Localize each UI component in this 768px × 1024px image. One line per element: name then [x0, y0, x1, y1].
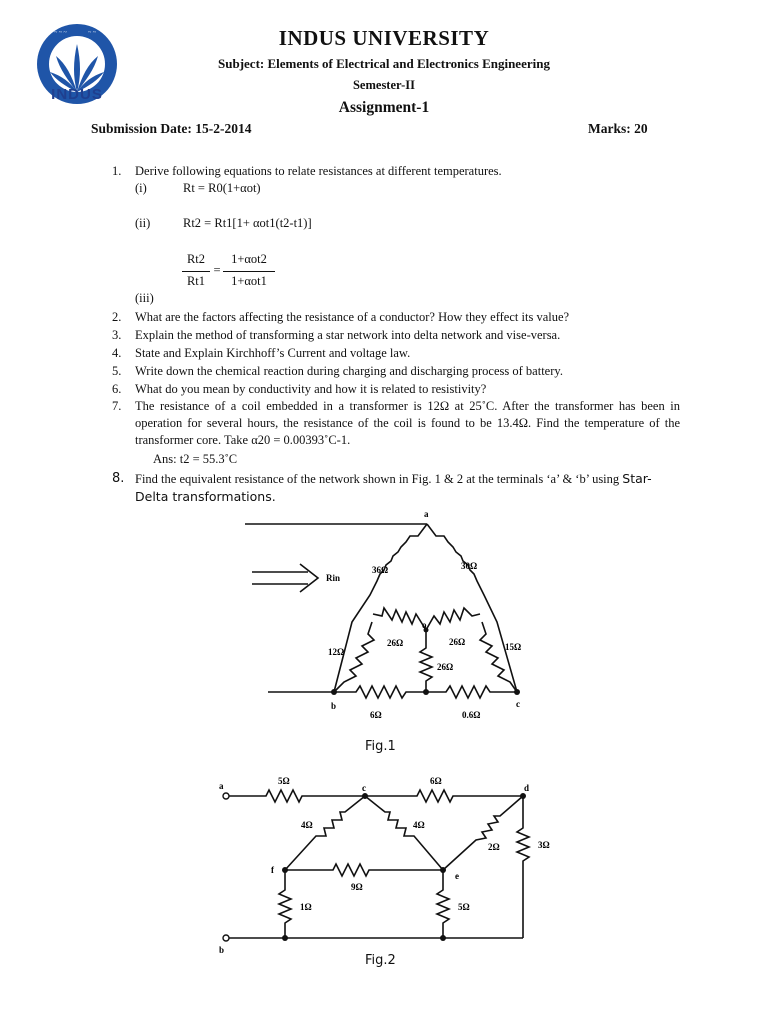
node-d-label: d: [524, 783, 530, 793]
question-7: [112, 398, 682, 452]
resistor-label: 0.6Ω: [462, 710, 481, 720]
resistor-label: 6Ω: [430, 776, 442, 786]
question-text: Derive following equations to relate resistances at different temperatures.: [135, 164, 502, 178]
node-b-label: b: [331, 701, 337, 711]
question-text: Write down the chemical reaction during charging and discharging process of battery.: [135, 364, 563, 378]
university-title: INDUS UNIVERSITY: [278, 26, 490, 50]
resistor-label: 6Ω: [370, 710, 382, 720]
fraction-right-numerator: 1+αot2: [231, 252, 267, 266]
question-4: [112, 345, 682, 363]
node-a-label: a: [424, 509, 429, 519]
subject-line: Subject: Elements of Electrical and Electronics Engineering: [218, 56, 550, 71]
resistor-label: 36Ω: [372, 565, 389, 575]
node-b-label: b: [219, 945, 225, 955]
assignment-title: Assignment-1: [338, 99, 430, 116]
fraction-left-denominator: Rt1: [186, 274, 206, 288]
question-number: 2.: [112, 310, 122, 324]
question-6: [112, 381, 682, 399]
node-o-label: o: [422, 620, 427, 630]
resistor-label: 1Ω: [300, 902, 312, 912]
question-text-body: Find the equivalent resistance of the network shown in Fig. 1 & 2 at the terminals ‘a’ & ‘b’ using: [135, 472, 623, 486]
resistor-label: 3Ω: [538, 840, 550, 850]
q1-part-i-label: (i): [135, 181, 147, 195]
question-text: [135, 470, 680, 506]
question-text: State and Explain Kirchhoff’s Current and voltage law.: [135, 346, 411, 360]
submission-date: Submission Date: 15-2-2014: [91, 121, 252, 136]
question-text: What are the factors affecting the resistance of a conductor? How they effect its value?: [135, 310, 570, 324]
logo-text: INDUS: [51, 86, 103, 103]
node-e-label: e: [455, 871, 459, 881]
marks: Marks: 20: [588, 121, 648, 136]
question-number: 6.: [112, 382, 122, 396]
question-number: 7.: [112, 399, 122, 413]
question-text: The resistance of a coil embedded in a transformer is 12Ω at 25˚C. After the transformer has been in operation for several hours, the resistance of the coil is found to be 13.4Ω. Find the temperature of the transformer core. Take α20 = 0.00393˚C-1.: [135, 399, 680, 447]
resistor-label: 5Ω: [458, 902, 470, 912]
node-c-label: c: [362, 783, 366, 793]
question-5: [112, 363, 682, 381]
fraction-bar: [182, 271, 210, 272]
resistor-label: 26Ω: [437, 662, 454, 672]
q7-answer: Ans: t2 = 55.3˚C: [153, 452, 238, 466]
node-c-label: c: [516, 699, 520, 709]
resistor-label: 15Ω: [505, 642, 522, 652]
node-a-label: a: [219, 781, 224, 791]
question-8: [112, 470, 682, 506]
resistor-label: 12Ω: [328, 647, 345, 657]
question-number: 8.: [112, 471, 125, 486]
resistor-label: 26Ω: [387, 638, 404, 648]
q1-part-iii-label: (iii): [135, 291, 154, 305]
resistor-label: 4Ω: [301, 820, 313, 830]
figure-1-caption: Fig.1: [365, 739, 396, 754]
question-text: What do you mean by conductivity and how it is related to resistivity?: [135, 382, 487, 396]
fraction-right-denominator: 1+αot1: [231, 274, 267, 288]
question-number: 5.: [112, 364, 122, 378]
svg-text:~ ~: ~ ~: [88, 30, 96, 36]
question-text-emphasis: Star-Delta transformations.: [135, 471, 652, 504]
q1-fraction-equation: [182, 252, 282, 292]
figure-2-caption: Fig.2: [365, 953, 396, 968]
svg-text:~ ~ ~: ~ ~ ~: [54, 30, 67, 36]
question-number: 3.: [112, 328, 122, 342]
fraction-equals: =: [213, 263, 221, 277]
resistor-label: 4Ω: [413, 820, 425, 830]
resistor-label: 2Ω: [488, 842, 500, 852]
semester-line: Semester-II: [352, 78, 415, 92]
question-number: 4.: [112, 346, 122, 360]
fraction-bar: [223, 271, 275, 272]
figure-1-circuit: [245, 505, 545, 725]
resistor-label: 9Ω: [351, 882, 363, 892]
figure-2-circuit: [210, 775, 560, 955]
resistor-label: 5Ω: [278, 776, 290, 786]
resistor-label: 30Ω: [461, 561, 478, 571]
rin-label: Rin: [326, 573, 341, 583]
rin-arrow: [252, 564, 318, 592]
resistor-label: 26Ω: [449, 637, 466, 647]
q1-part-ii-label: (ii): [135, 216, 151, 230]
q1-part-i-equation: Rt = R0(1+αot): [183, 181, 261, 195]
question-text: Explain the method of transforming a star network into delta network and vise-versa.: [135, 328, 561, 342]
fraction-left-numerator: Rt2: [186, 252, 206, 266]
q1-part-ii-equation: Rt2 = Rt1[1+ αot1(t2-t1)]: [183, 216, 312, 230]
question-3: [112, 327, 682, 345]
question-2: [112, 309, 682, 327]
node-f-label: f: [271, 865, 274, 875]
question-1: [112, 163, 682, 181]
question-number: 1.: [112, 164, 122, 178]
